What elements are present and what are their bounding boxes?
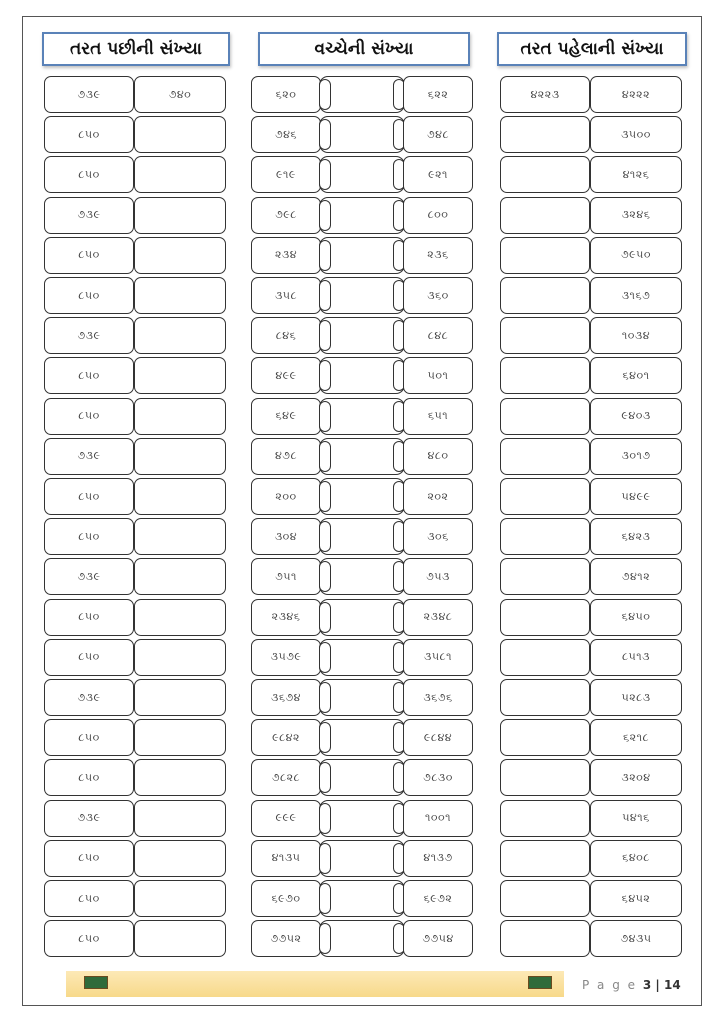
chalkboard-icon — [528, 976, 552, 989]
divider-pill — [319, 240, 331, 271]
page-count: 3 | 14 — [642, 978, 681, 992]
given-number: ૬૪૨૩ — [590, 518, 682, 555]
answer-field[interactable] — [134, 438, 226, 475]
given-number: ૭૩૯ — [44, 76, 134, 113]
left-row — [44, 840, 226, 877]
given-number: ૭૩૯ — [44, 800, 134, 837]
given-number: ૬૪૫૨ — [590, 880, 682, 917]
upper-number: ૯૨૧ — [403, 156, 473, 193]
given-number: ૭૯૫૦ — [590, 237, 682, 274]
answer-field[interactable] — [500, 478, 590, 515]
answer-field[interactable] — [500, 357, 590, 394]
lower-number: ૩૬૭૪ — [251, 679, 321, 716]
left-row — [44, 599, 226, 636]
right-row — [500, 920, 682, 957]
lower-number: ૯૯૯ — [251, 800, 321, 837]
middle-row — [251, 880, 473, 917]
given-number: ૬૪૦૧ — [590, 357, 682, 394]
right-row — [500, 599, 682, 636]
middle-row — [251, 197, 473, 234]
header-between-number: વચ્ચેની સંખ્યા — [258, 32, 470, 66]
lower-number: ૬૨૦ — [251, 76, 321, 113]
given-number: ૭૩૯ — [44, 317, 134, 354]
lower-number: ૭૯૮ — [251, 197, 321, 234]
left-row — [44, 197, 226, 234]
divider-pill — [319, 320, 331, 351]
lower-number: ૩૫૭૯ — [251, 639, 321, 676]
answer-field[interactable] — [500, 759, 590, 796]
answer-field[interactable] — [134, 518, 226, 555]
upper-number: ૩૬૦ — [403, 277, 473, 314]
right-row — [500, 840, 682, 877]
answer-field[interactable]: ૪૨૨૩ — [500, 76, 590, 113]
upper-number: ૬૨૨ — [403, 76, 473, 113]
divider-pill — [319, 159, 331, 190]
middle-row — [251, 518, 473, 555]
given-number: ૮૫૦ — [44, 599, 134, 636]
divider-pill — [319, 200, 331, 231]
answer-field[interactable] — [319, 277, 405, 314]
answer-field[interactable]: ૭૪૦ — [134, 76, 226, 113]
given-number: ૮૫૧૩ — [590, 639, 682, 676]
left-row — [44, 277, 226, 314]
answer-field[interactable] — [134, 679, 226, 716]
given-number: ૭૪૧૨ — [590, 558, 682, 595]
right-row — [500, 277, 682, 314]
left-row — [44, 639, 226, 676]
upper-number: ૪૧૩૭ — [403, 840, 473, 877]
lower-number: ૮૪૬ — [251, 317, 321, 354]
middle-row — [251, 599, 473, 636]
answer-field[interactable] — [500, 317, 590, 354]
answer-field[interactable] — [319, 357, 405, 394]
chalkboard-icon — [84, 976, 108, 989]
answer-field[interactable] — [319, 317, 405, 354]
left-row — [44, 156, 226, 193]
middle-row — [251, 478, 473, 515]
answer-field[interactable] — [134, 880, 226, 917]
given-number: ૭૩૯ — [44, 197, 134, 234]
middle-row — [251, 840, 473, 877]
lower-number: ૭૭૫૨ — [251, 920, 321, 957]
answer-field[interactable] — [319, 719, 405, 756]
left-row — [44, 719, 226, 756]
divider-pill — [319, 602, 331, 633]
given-number: ૮૫૦ — [44, 156, 134, 193]
lower-number: ૨૦૦ — [251, 478, 321, 515]
lower-number: ૨૩૪ — [251, 237, 321, 274]
answer-field[interactable] — [319, 518, 405, 555]
given-number: ૫૪૯૯ — [590, 478, 682, 515]
divider-pill — [319, 762, 331, 793]
middle-row — [251, 357, 473, 394]
upper-number: ૨૩૪૮ — [403, 599, 473, 636]
answer-field[interactable] — [319, 759, 405, 796]
answer-field[interactable] — [500, 438, 590, 475]
upper-number: ૫૦૧ — [403, 357, 473, 394]
middle-row — [251, 76, 473, 113]
left-row — [44, 558, 226, 595]
answer-field[interactable] — [500, 558, 590, 595]
answer-field[interactable] — [134, 197, 226, 234]
answer-field[interactable] — [319, 880, 405, 917]
given-number: ૪૨૨૨ — [590, 76, 682, 113]
answer-field[interactable] — [319, 558, 405, 595]
left-row — [44, 317, 226, 354]
upper-number: ૨૩૬ — [403, 237, 473, 274]
answer-field[interactable] — [134, 840, 226, 877]
middle-row — [251, 438, 473, 475]
left-row — [44, 920, 226, 957]
left-row — [44, 116, 226, 153]
answer-field[interactable] — [500, 277, 590, 314]
given-number: ૫૪૧૬ — [590, 800, 682, 837]
given-number: ૮૫૦ — [44, 398, 134, 435]
answer-field[interactable] — [500, 398, 590, 435]
lower-number: ૭૮૨૮ — [251, 759, 321, 796]
answer-field[interactable] — [500, 518, 590, 555]
middle-row — [251, 719, 473, 756]
answer-field[interactable] — [500, 880, 590, 917]
answer-field[interactable] — [319, 116, 405, 153]
right-row — [500, 237, 682, 274]
divider-pill — [319, 722, 331, 753]
answer-field[interactable] — [134, 277, 226, 314]
left-row — [44, 759, 226, 796]
given-number: ૩૨૦૪ — [590, 759, 682, 796]
answer-field[interactable] — [319, 639, 405, 676]
right-row — [500, 317, 682, 354]
upper-number: ૮૪૮ — [403, 317, 473, 354]
given-number: ૪૧૨૬ — [590, 156, 682, 193]
given-number: ૮૫૦ — [44, 639, 134, 676]
middle-row — [251, 558, 473, 595]
given-number: ૮૫૦ — [44, 518, 134, 555]
given-number: ૮૫૦ — [44, 116, 134, 153]
divider-pill — [319, 923, 331, 954]
upper-number: ૭૭૫૪ — [403, 920, 473, 957]
upper-number: ૧૦૦૧ — [403, 800, 473, 837]
divider-pill — [319, 843, 331, 874]
answer-field[interactable] — [500, 197, 590, 234]
right-row — [500, 197, 682, 234]
given-number: ૩૦૧૭ — [590, 438, 682, 475]
lower-number: ૨૩૪૬ — [251, 599, 321, 636]
answer-field[interactable] — [134, 800, 226, 837]
given-number: ૯૪૦૩ — [590, 398, 682, 435]
answer-field[interactable] — [500, 679, 590, 716]
left-row — [44, 880, 226, 917]
answer-field[interactable] — [134, 558, 226, 595]
left-row — [44, 76, 226, 113]
divider-pill — [319, 401, 331, 432]
right-row — [500, 800, 682, 837]
answer-field[interactable] — [134, 719, 226, 756]
lower-number: ૩૦૪ — [251, 518, 321, 555]
divider-pill — [319, 521, 331, 552]
upper-number: ૮૦૦ — [403, 197, 473, 234]
upper-number: ૭૪૮ — [403, 116, 473, 153]
answer-field[interactable] — [134, 478, 226, 515]
answer-field[interactable] — [319, 156, 405, 193]
divider-pill — [319, 481, 331, 512]
left-row — [44, 357, 226, 394]
answer-field[interactable] — [134, 116, 226, 153]
lower-number: ૯૮૪૨ — [251, 719, 321, 756]
lower-number: ૪૭૮ — [251, 438, 321, 475]
answer-field[interactable] — [500, 599, 590, 636]
answer-field[interactable] — [134, 920, 226, 957]
divider-pill — [319, 441, 331, 472]
answer-field[interactable] — [500, 156, 590, 193]
answer-field[interactable] — [319, 398, 405, 435]
answer-field[interactable] — [500, 800, 590, 837]
middle-row — [251, 639, 473, 676]
lower-number: ૬૪૯ — [251, 398, 321, 435]
answer-field[interactable] — [134, 639, 226, 676]
answer-field[interactable] — [134, 398, 226, 435]
left-row — [44, 398, 226, 435]
middle-row — [251, 317, 473, 354]
answer-field[interactable] — [500, 920, 590, 957]
upper-number: ૩૫૮૧ — [403, 639, 473, 676]
answer-field[interactable] — [134, 156, 226, 193]
lower-number: ૭૪૬ — [251, 116, 321, 153]
upper-number: ૭૫૩ — [403, 558, 473, 595]
answer-field[interactable] — [319, 679, 405, 716]
divider-pill — [319, 119, 331, 150]
right-row — [500, 116, 682, 153]
given-number: ૧૦૩૪ — [590, 317, 682, 354]
middle-row — [251, 277, 473, 314]
upper-number: ૨૦૨ — [403, 478, 473, 515]
given-number: ૫૨૮૩ — [590, 679, 682, 716]
answer-field[interactable] — [319, 438, 405, 475]
divider-pill — [319, 280, 331, 311]
lower-number: ૩૫૮ — [251, 277, 321, 314]
divider-pill — [319, 682, 331, 713]
given-number: ૩૧૬૭ — [590, 277, 682, 314]
given-number: ૬૪૦૮ — [590, 840, 682, 877]
middle-row — [251, 800, 473, 837]
answer-field[interactable] — [500, 719, 590, 756]
footer-bar — [66, 971, 564, 997]
given-number: ૮૫૦ — [44, 880, 134, 917]
given-number: ૮૫૦ — [44, 237, 134, 274]
left-row — [44, 438, 226, 475]
left-row — [44, 800, 226, 837]
given-number: ૬૪૫૦ — [590, 599, 682, 636]
left-row — [44, 679, 226, 716]
right-row — [500, 679, 682, 716]
middle-row — [251, 679, 473, 716]
given-number: ૭૩૯ — [44, 558, 134, 595]
answer-field[interactable] — [134, 317, 226, 354]
right-row — [500, 639, 682, 676]
answer-field[interactable] — [134, 357, 226, 394]
lower-number: ૪૧૩૫ — [251, 840, 321, 877]
header-previous-number: તરત પહેલાની સંખ્યા — [497, 32, 687, 66]
answer-field[interactable] — [319, 599, 405, 636]
divider-pill — [319, 360, 331, 391]
given-number: ૮૫૦ — [44, 719, 134, 756]
upper-number: ૩૦૬ — [403, 518, 473, 555]
middle-row — [251, 398, 473, 435]
right-row — [500, 76, 682, 113]
upper-number: ૬૯૭૨ — [403, 880, 473, 917]
upper-number: ૭૮૩૦ — [403, 759, 473, 796]
answer-field[interactable] — [319, 76, 405, 113]
answer-field[interactable] — [134, 759, 226, 796]
middle-row — [251, 920, 473, 957]
given-number: ૭૪૩૫ — [590, 920, 682, 957]
given-number: ૮૫૦ — [44, 920, 134, 957]
lower-number: ૭૫૧ — [251, 558, 321, 595]
answer-field[interactable] — [500, 237, 590, 274]
answer-field[interactable] — [500, 840, 590, 877]
upper-number: ૬૫૧ — [403, 398, 473, 435]
right-row — [500, 880, 682, 917]
divider-pill — [319, 803, 331, 834]
page-number — [582, 978, 681, 992]
divider-pill — [319, 561, 331, 592]
answer-field[interactable] — [319, 478, 405, 515]
given-number: ૭૩૯ — [44, 438, 134, 475]
right-row — [500, 357, 682, 394]
given-number: ૮૫૦ — [44, 357, 134, 394]
upper-number: ૯૮૪૪ — [403, 719, 473, 756]
lower-number: ૯૧૯ — [251, 156, 321, 193]
right-row — [500, 398, 682, 435]
divider-pill — [319, 883, 331, 914]
given-number: ૭૩૯ — [44, 679, 134, 716]
right-row — [500, 759, 682, 796]
given-number: ૩૫૦૦ — [590, 116, 682, 153]
right-row — [500, 478, 682, 515]
answer-field[interactable] — [134, 599, 226, 636]
given-number: ૩૨૪૬ — [590, 197, 682, 234]
middle-row — [251, 759, 473, 796]
middle-row — [251, 237, 473, 274]
answer-field[interactable] — [319, 840, 405, 877]
given-number: ૬૨૧૮ — [590, 719, 682, 756]
answer-field[interactable] — [500, 116, 590, 153]
right-row — [500, 719, 682, 756]
answer-field[interactable] — [319, 237, 405, 274]
answer-field[interactable] — [134, 237, 226, 274]
answer-field[interactable] — [319, 800, 405, 837]
lower-number: ૪૯૯ — [251, 357, 321, 394]
left-row — [44, 518, 226, 555]
divider-pill — [319, 79, 331, 110]
divider-pill — [319, 642, 331, 673]
given-number: ૮૫૦ — [44, 478, 134, 515]
left-row — [44, 478, 226, 515]
middle-row — [251, 156, 473, 193]
right-row — [500, 438, 682, 475]
answer-field[interactable] — [319, 197, 405, 234]
middle-row — [251, 116, 473, 153]
left-row — [44, 237, 226, 274]
given-number: ૮૫૦ — [44, 759, 134, 796]
right-row — [500, 518, 682, 555]
header-next-number: તરત પછીની સંખ્યા — [42, 32, 230, 66]
answer-field[interactable] — [500, 639, 590, 676]
right-row — [500, 156, 682, 193]
given-number: ૮૫૦ — [44, 840, 134, 877]
upper-number: ૪૮૦ — [403, 438, 473, 475]
upper-number: ૩૬૭૬ — [403, 679, 473, 716]
given-number: ૮૫૦ — [44, 277, 134, 314]
page-label: P a g e — [582, 978, 638, 992]
answer-field[interactable] — [319, 920, 405, 957]
right-row — [500, 558, 682, 595]
lower-number: ૬૯૭૦ — [251, 880, 321, 917]
